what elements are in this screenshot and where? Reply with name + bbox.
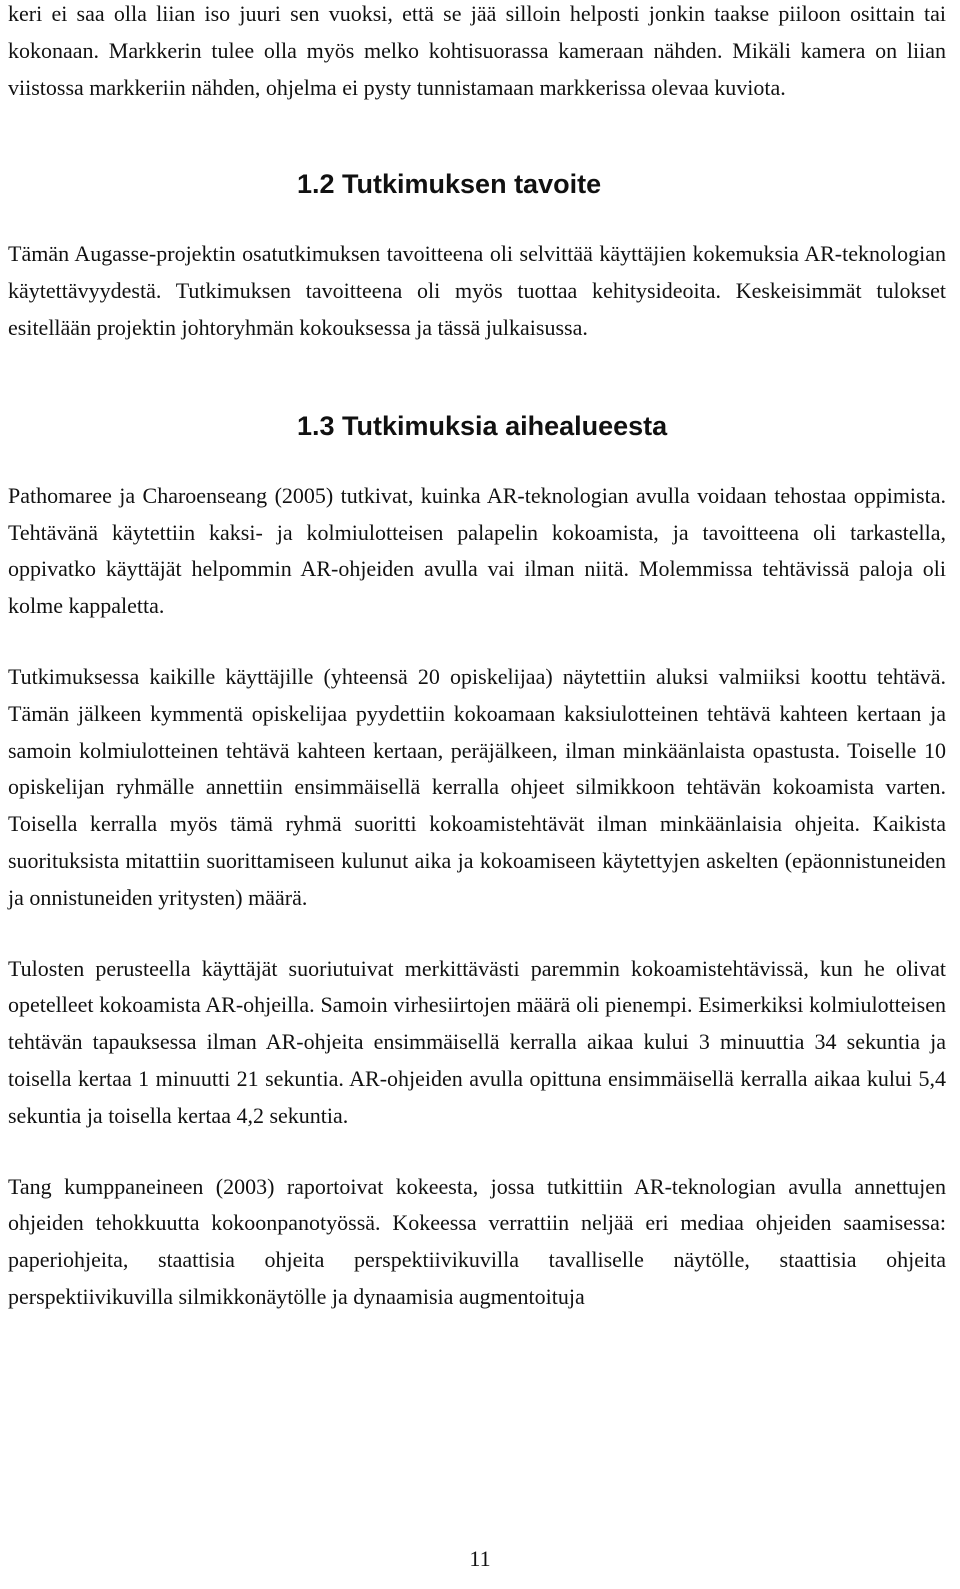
section-1-3-paragraph-1: Pathomaree ja Charoenseang (2005) tutkivat, kuinka AR-teknologian avulla voidaan tehostaa oppimista. Tehtävänä käytettiin kaksi- ja kolmiulotteisen palapelin kokoamista, ja tavoitteena oli tarkastella, oppivatko käyttäjät helpommin AR-ohjeiden avulla vai ilman niitä. Molemmissa tehtävissä paloja oli kolme kappaletta.	[8, 482, 946, 619]
document-page	[8, 0, 946, 1316]
section-1-3-paragraph-2: Tutkimuksessa kaikille käyttäjille (yhteensä 20 opiskelijaa) näytettiin aluksi valmiiksi koottu tehtävä. Tämän jälkeen kymmentä opiskelijaa pyydettiin kokoamaan kaksiulotteinen tehtävä kahteen kertaan ja samoin kolmiulotteinen tehtävä kahteen kertaan, peräjälkeen, ilman minkäänlaista opastusta. Toiselle 10 opiskelijan ryhmälle annettiin ensimmäisellä kerralla ohjeet silmikkoon tehtävän kokoamista varten. Toisella kerralla myös tämä ryhmä suoritti kokoamistehtävät ilman minkäänlaisia ohjeita. Kaikista suorituksista mitattiin suorittamiseen kulunut aika ja kokoamiseen käytettyjen askelten (epäonnistuneiden ja onnistuneiden yritysten) määrä.	[8, 663, 946, 910]
section-heading-tutkimuksia-aihealueesta: 1.3 Tutkimuksia aihealueesta	[297, 410, 668, 441]
section-1-3-paragraph-4: Tang kumppaneineen (2003) raportoivat kokeesta, jossa tutkittiin AR-teknologian avulla annettujen ohjeiden tehokkuutta kokoonpanotyössä. Kokeessa verrattiin neljää eri mediaa ohjeiden saamisessa: paperiohjeita, staattisia ohjeita perspektiivikuvilla tavalliselle näytölle, staattisia ohjeita perspektiivikuvilla silmikkonäytölle ja dynaamisia augmentoituja	[8, 1173, 946, 1309]
section-1-2-paragraph: Tämän Augasse-projektin osatutkimuksen tavoitteena oli selvittää käyttäjien kokemuksia AR-teknologian käytettävyydestä. Tutkimuksen tavoitteena oli myös tuottaa kehitysideoita. Keskeisimmät tulokset esitellään projektin johtoryhmän kokouksessa ja tässä julkaisussa.	[8, 241, 946, 340]
section-1-3-paragraph-3: Tulosten perusteella käyttäjät suoriutuivat merkittävästi paremmin kokoamistehtävissä, kun he olivat opetelleet kokoamista AR-ohjeilla. Samoin virhesiirtojen määrä oli pienempi. Esimerkiksi kolmiulotteisen tehtävän tapauksessa ilman AR-ohjeita ensimmäisellä kerralla aikaa kului 3 minuuttia 34 sekuntia ja toisella kertaa 1 minuutti 21 sekuntia. AR-ohjeiden avulla opittuna ensimmäisellä kerralla aikaa kului 5,4 sekuntia ja toisella kertaa 4,2 sekuntia.	[8, 955, 946, 1128]
section-heading-tutkimuksen-tavoite: 1.2 Tutkimuksen tavoite	[297, 169, 602, 200]
page-number: 11	[469, 1546, 491, 1571]
intro-paragraph: keri ei saa olla liian iso juuri sen vuoksi, että se jää silloin helposti jonkin taakse piiloon osittain tai kokonaan. Markkerin tulee olla myös melko kohtisuorassa kameraan nähden. Mikäli kamera on liian viistossa markkeriin nähden, ohjelma ei pysty tunnistamaan markkerissa olevaa kuviota.	[8, 1, 946, 100]
